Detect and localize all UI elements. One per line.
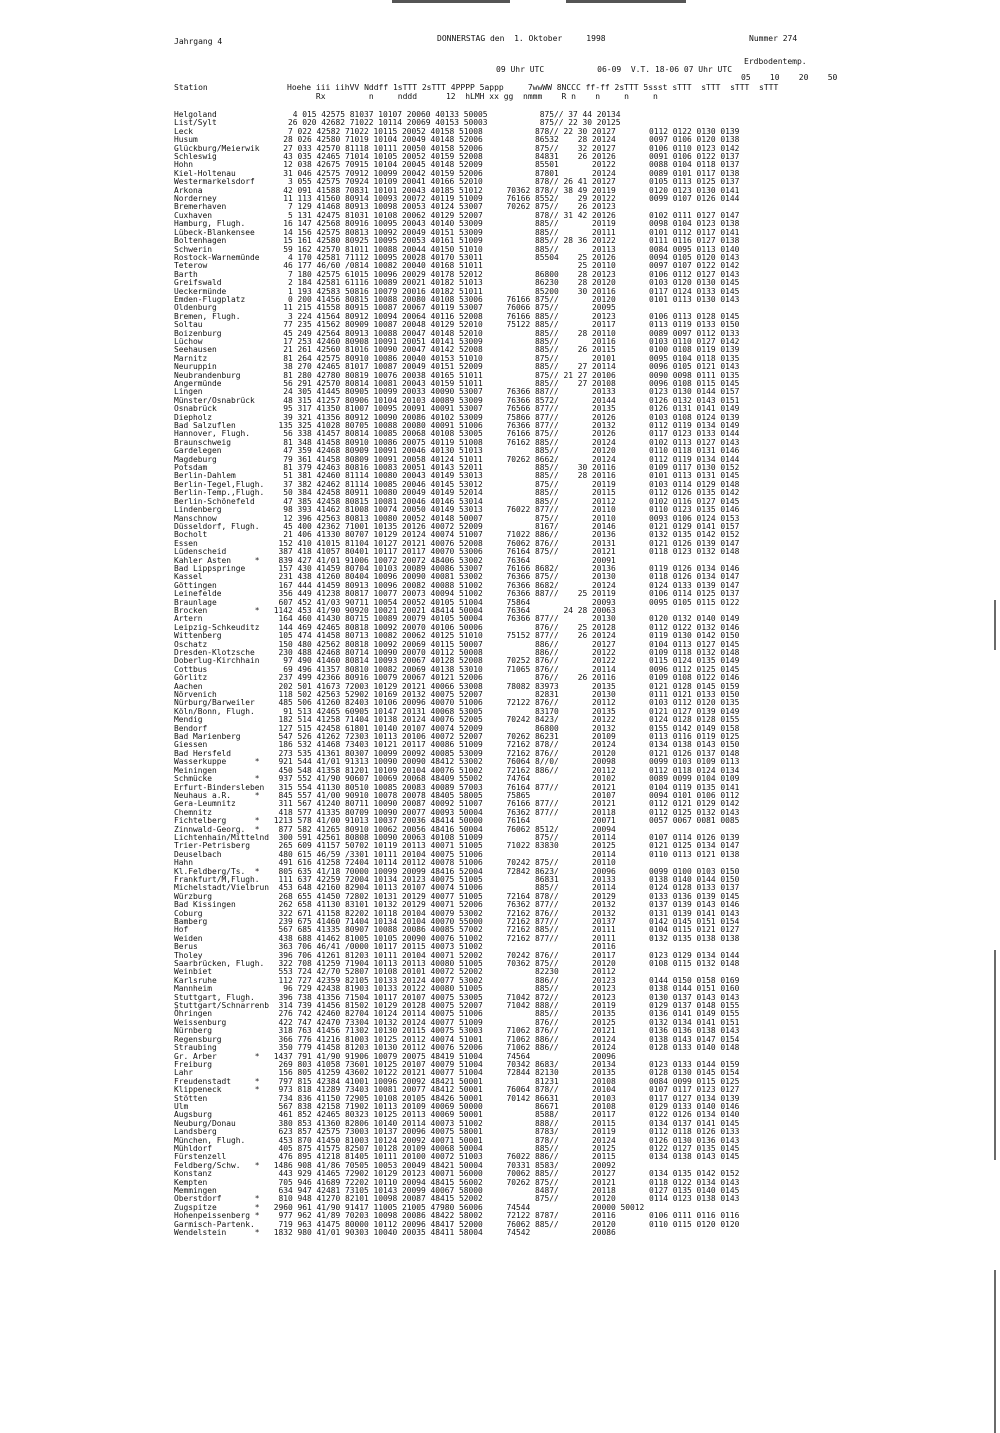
station-row: Soltau 77 235 41562 80909 10087 20048 40129 52010 75122 885// 20117 0113 0119 0133 0150 xyxy=(174,320,740,330)
station-row: Boizenburg 45 249 42564 80913 10088 20047 40148 52010 885// 28 20110 0089 0097 0112 0133 xyxy=(174,328,740,338)
code-column-headers: Hoehe iii iihVV Nddff 1sTTT 2sTTT 4PPPP 5appp 7wwWW 8NCCC ff-ff 2sTTT 5ssst sTTT sTTT sTTT sTTT xyxy=(287,83,779,92)
station-row: Hof 567 685 41335 80907 10088 20086 40085 57002 72162 885// 20111 0104 0115 0121 0127 xyxy=(174,925,740,935)
station-row: Düsseldorf, Flugh. 45 400 42362 71001 10135 20126 40072 52009 8167/ 20146 0121 0129 0141 0157 xyxy=(174,521,740,531)
station-row: Augsburg 461 852 42465 80323 10125 20113 40069 50001 8588/ 20117 0122 0126 0134 0140 xyxy=(174,1110,740,1120)
station-row: Klippeneck * 973 818 41289 73403 10081 20077 48412 50001 76064 878// 20104 0107 0117 0123 0127 xyxy=(174,1085,740,1095)
station-row: Göttingen 167 444 41459 80913 10096 20082 40088 51002 76366 8682/ 20124 0124 0133 0139 0147 xyxy=(174,580,740,590)
station-row: Lüdenscheid 387 418 41057 80401 10117 20117 40070 53006 76164 875// 20121 0118 0123 0132 0148 xyxy=(174,547,740,557)
code-column-subheaders: Rx n nddd 12 hLMH xx gg nmmm R n n n n xyxy=(287,92,658,101)
station-row: Husum 28 026 42580 71019 10104 20049 40148 52006 86532 28 20124 0097 0106 0120 0138 xyxy=(174,135,740,145)
station-row: Weissenburg 422 747 42470 73304 10132 20124 40077 51009 876// 20125 0132 0134 0141 0151 xyxy=(174,1017,740,1027)
station-row: Ulm 567 838 42158 71902 10113 20109 40069 50000 86671 20108 0129 0133 0140 0146 xyxy=(174,1101,740,1111)
station-row: Berlin-Temp.,Flugh. 50 384 42458 80911 10080 20049 40149 52014 885// 20115 0112 0126 0135 0142 xyxy=(174,488,740,498)
station-row: Leipzig-Schkeuditz 144 469 42465 80818 10092 20070 40106 50006 876// 25 20128 0112 0122 0132 0146 xyxy=(174,622,740,632)
station-row: Freiburg 269 803 41058 73601 10125 20107 40079 51004 70342 8683/ 20134 0123 0133 0144 0159 xyxy=(174,1059,740,1069)
station-row: Seehausen 21 261 42560 81016 10090 20047 40142 52008 885// 26 20115 0100 0108 0119 0139 xyxy=(174,345,740,355)
station-row: Hohn 12 038 42675 70915 10104 20045 40148 52009 85501 20122 0088 0104 0118 0137 xyxy=(174,160,740,170)
station-row: Berus 363 706 46/41 /0000 10117 20115 40073 51002 20116 xyxy=(174,942,616,952)
station-row: Regensburg 366 776 41216 81003 10125 20112 40074 51001 71062 886// 20124 0138 0143 0147 0154 xyxy=(174,1034,740,1044)
soil-depths-heading: 05 10 20 50 xyxy=(741,73,838,82)
station-row: Würzburg 268 655 41450 72802 10131 20129 40077 51005 72164 878// 20129 0133 0136 0139 0145 xyxy=(174,891,740,901)
station-row: Schleswig 43 035 42465 71014 10105 20052 40159 52008 84831 26 20126 0091 0106 0122 0137 xyxy=(174,152,740,162)
station-row: Leinefelde 356 449 41238 80817 10077 20073 40094 51002 76366 887// 25 20119 0106 0114 0125 0137 xyxy=(174,589,740,599)
station-row: Cuxhaven 5 131 42475 81031 10108 20062 40129 52007 878// 31 42 20126 0102 0111 0127 0147 xyxy=(174,210,740,220)
station-row: Oschatz 150 480 42562 80818 10092 20069 40115 50007 886// 20127 0104 0113 0127 0145 xyxy=(174,639,740,649)
station-row: Artern 164 460 41430 80715 10089 20079 40105 50004 76366 877// 20130 0120 0132 0140 0149 xyxy=(174,614,740,624)
station-row: Lübeck-Blankensee 14 156 42575 80813 10092 20049 40151 53009 885// 20111 0101 0112 0117 0141 xyxy=(174,227,740,237)
station-row: Weiden 438 688 41462 81005 10105 20090 40076 51002 72162 877// 20111 0132 0135 0138 0138 xyxy=(174,933,740,943)
station-row: Frankfurt/M,Flugh. 111 637 42259 72004 10134 20123 40075 51005 86831 20133 0138 0140 0144 0150 xyxy=(174,874,740,884)
station-row: Mendig 182 514 41258 71404 10138 20124 40076 52005 70242 8423/ 20122 0124 0128 0128 0155 xyxy=(174,715,740,725)
station-row: Teterow 46 177 46/60 /0814 10082 20040 40168 51011 25 20110 0097 0107 0122 0142 xyxy=(174,261,740,271)
station-row: Bremerhaven 7 129 41468 80913 10098 20053 40124 53007 70262 875// 26 20123 xyxy=(174,202,616,212)
station-row: Aachen 202 501 41673 72003 10129 20121 40066 53008 78082 83973 20135 0121 0128 0145 0159 xyxy=(174,681,740,691)
station-row: Tholey 396 706 41261 81203 10111 20104 40071 52002 70242 876// 20117 0123 0129 0134 0144 xyxy=(174,950,740,960)
station-row: Nörvenich 118 502 42563 52902 10169 20132 40075 52007 82831 20130 0111 0121 0133 0150 xyxy=(174,690,740,700)
station-row: Braunschweig 81 348 41458 80910 10086 20075 40119 51008 76162 885// 20124 0102 0113 0127 0143 xyxy=(174,437,740,447)
station-row: Freudenstadt * 797 815 42384 41001 10096 20092 48421 50001 81231 20108 0084 0099 0115 0125 xyxy=(174,1076,740,1086)
issue-date: DONNERSTAG den 1. Oktober 1998 xyxy=(437,34,606,43)
station-row: Leck 7 022 42582 71022 10115 20052 40158 51008 878// 22 30 20127 0112 0122 0130 0139 xyxy=(174,126,740,136)
station-row: Neuruppin 38 270 42465 81017 10087 20049 40151 52009 885// 27 20114 0096 0105 0121 0143 xyxy=(174,362,740,372)
station-row: Garmisch-Partenk. 719 963 41475 80000 10112 20096 48417 52000 76062 885// 20120 0110 0115 0120 0120 xyxy=(174,1219,740,1229)
station-row: Stötten 734 836 41150 72905 10108 20105 48426 50001 70142 86631 20103 0117 0127 0134 0139 xyxy=(174,1093,740,1103)
station-row: Karlsruhe 112 727 42359 82105 10133 20124 40077 53002 886// 20123 0144 0150 0158 0169 xyxy=(174,975,740,985)
station-row: Lüchow 17 253 42460 80908 10091 20051 40141 53009 885// 20116 0103 0110 0127 0142 xyxy=(174,336,740,346)
station-row: Bamberg 239 675 41460 71404 10134 20104 40070 55000 72162 877// 20137 0142 0145 0151 0154 xyxy=(174,917,740,926)
station-row: München, Flugh. 453 870 41450 81003 10124 20092 40071 50001 878// 20124 0126 0130 0136 0143 xyxy=(174,1135,740,1145)
station-row: Köln/Bonn, Flugh. 91 513 42465 60905 10147 20131 40068 53005 83170 20135 0121 0127 0139 0149 xyxy=(174,706,740,716)
station-row: Osnabrück 95 317 41350 81007 10095 20091 40091 53007 76566 877// 20135 0126 0131 0141 0149 xyxy=(174,404,740,414)
station-row: Meiningen 450 548 41358 81201 10109 20104 40076 51002 72162 886// 20112 0112 0118 0124 0134 xyxy=(174,765,740,775)
station-row: Marnitz 81 264 42575 80910 10086 20040 40153 51010 875// 20101 0095 0104 0118 0135 xyxy=(174,353,740,363)
station-row: Magdeburg 79 361 41458 80809 10091 20058 40124 51011 70262 8662/ 20124 0112 0119 0134 0144 xyxy=(174,454,740,464)
station-row: Deuselbach 480 615 46/59 /3301 10111 20104 40075 51006 20114 0110 0113 0121 0138 xyxy=(174,849,740,859)
station-row: Doberlug-Kirchhain 97 490 41460 80814 10093 20067 40128 52008 70252 876// 20122 0115 0124 0135 0149 xyxy=(174,656,740,666)
station-row: Brocken * 1142 453 41/90 90920 10021 20021 48414 50004 76364 24 28 20063 xyxy=(174,605,616,615)
station-row: Norderney 11 113 41560 80914 10093 20072 40119 51009 76166 8552/ 29 20122 0099 0107 0126 0144 xyxy=(174,194,740,204)
station-row: Angermünde 56 291 42570 80814 10081 20043 40159 51011 885// 27 20108 0096 0108 0115 0145 xyxy=(174,379,740,388)
station-row: Kiel-Holtenau 31 046 42575 70912 10099 20042 40159 52006 87801 20124 0089 0101 0117 0138 xyxy=(174,168,740,178)
station-row: Neubrandenburg 81 280 42780 80819 10076 20038 40165 51011 875// 21 27 20106 0090 0098 0111 0135 xyxy=(174,370,740,380)
station-row: Nürnberg 318 763 41456 71302 10130 20115 40075 53003 71062 876// 20121 0136 0136 0138 0143 xyxy=(174,1026,740,1036)
station-row: Schwerin 59 162 42570 81011 10088 20044 40150 51010 885// 20113 0084 0095 0113 0140 xyxy=(174,244,740,254)
station-row: Konstanz 443 929 41465 72902 10129 20123 40071 56000 70062 885// 20127 0134 0135 0142 0152 xyxy=(174,1169,740,1179)
station-row: Hannover, Flugh. 56 338 41457 80814 10085 20068 40108 53005 76166 875// 20126 0117 0123 0133 0144 xyxy=(174,429,740,439)
station-row: Essen 152 410 41015 81104 10127 20121 40076 52008 76062 876// 20131 0121 0126 0139 0147 xyxy=(174,538,740,548)
station-row: Hahn 491 616 41258 72404 10114 20112 40078 51006 70242 875// 20110 xyxy=(174,858,616,868)
station-row: Hohenpeissenberg * 977 962 41/89 70203 10098 20086 48422 58002 72122 8787/ 20116 0106 0111 0116 0116 xyxy=(174,1211,740,1221)
station-row: Helgoland 4 015 42575 81037 10107 20060 40133 50005 875// 37 44 20134 xyxy=(174,110,621,119)
station-row: Bocholt 21 406 41330 80707 10129 20124 40074 51007 71022 886// 20136 0132 0135 0142 0152 xyxy=(174,530,740,540)
station-row: Berlin-Dahlem 51 381 42460 81114 10080 20043 40149 53013 885// 28 20116 0101 0113 0131 0145 xyxy=(174,471,740,481)
station-row: Arkona 42 091 41588 70831 10101 20043 40185 51012 70362 878// 38 49 20119 0120 0123 0130 0141 xyxy=(174,185,740,195)
station-row: Rostock-Warnemünde 4 170 42581 71112 10095 20028 40170 53011 85504 25 20126 0094 0105 0120 0143 xyxy=(174,252,740,262)
station-row: Gardelegen 47 359 42468 80909 10091 20046 40130 51013 885// 20120 0110 0118 0131 0146 xyxy=(174,446,740,456)
station-row: Michelstadt/Vielbrun 453 648 42160 82904 10113 20107 40074 51006 885// 20114 0124 0128 0133 0137 xyxy=(174,883,740,893)
station-row: Bad Lippspringe 157 430 41459 80704 10103 20089 40086 53007 76166 8682/ 20136 0119 0126 0134 0146 xyxy=(174,563,740,573)
station-row: Schmücke * 937 552 41/90 90607 10069 20068 48409 55002 74764 20102 0089 0099 0104 0109 xyxy=(174,774,740,784)
observation-time-heading: 09 Uhr UTC 06-09 V.T. 18-06 07 Uhr UTC xyxy=(496,65,733,74)
issue-number: Nummer 274 xyxy=(749,34,798,43)
station-row: Trier-Petrisberg 265 609 41157 50702 10119 20113 40071 51005 71022 83830 20125 0121 0125 0134 0147 xyxy=(174,841,740,851)
station-row: Zugspitze * 2960 961 41/90 91417 11005 21005 47980 56006 74544 20000 50012 xyxy=(174,1202,645,1212)
station-row: Stuttgart, Flugh. 396 738 41356 71504 10117 20107 40075 53005 71042 872// 20123 0130 0137 0143 0143 xyxy=(174,992,740,1002)
station-row: Kempten 705 946 41689 72202 10110 20094 48415 56002 70262 875// 20121 0118 0122 0134 0143 xyxy=(174,1177,740,1187)
station-row: Giessen 186 532 41468 73403 10121 20117 40086 51009 72162 878// 20124 0134 0138 0143 0150 xyxy=(174,740,740,750)
station-row: Zinnwald-Georg. * 877 582 41265 80910 10062 20056 48416 50004 76062 8512/ 20094 xyxy=(174,824,616,834)
station-row: Öhringen 276 742 42460 82704 10124 20114 40075 51006 885// 20135 0136 0141 0149 0155 xyxy=(174,1009,740,1019)
station-row: Memmingen 634 947 42481 73105 10143 20099 40067 58000 8487/ 20118 0127 0135 0140 0145 xyxy=(174,1186,740,1195)
scan-right-edge-mark xyxy=(994,600,996,650)
station-row: Braunlage 607 452 41/03 90711 10054 20052 40105 51004 75864 20093 0095 0105 0115 0122 xyxy=(174,597,740,607)
station-row: Bad Marienberg 547 526 41262 72303 10113 20106 40072 52007 70262 86231 20109 0113 0116 0119 0125 xyxy=(174,732,740,742)
station-row: Wittenberg 105 474 41458 80713 10082 20062 40125 51010 75152 877// 26 20124 0119 0130 0142 0150 xyxy=(174,631,740,641)
station-row: Boltenhagen 15 161 42580 80925 10095 20053 40161 51009 885// 28 36 20122 0111 0116 0127 0138 xyxy=(174,236,740,246)
station-row: Oberstdorf * 810 948 41270 82101 10098 20087 48415 52002 875// 20120 0114 0123 0138 0143 xyxy=(174,1194,740,1204)
station-row: Mühldorf 405 875 41575 82507 10128 20109 40068 50004 885// 20125 0122 0127 0135 0145 xyxy=(174,1143,740,1153)
station-row: Manschnow 12 396 42563 80813 10080 20052 40148 50007 875// 20110 0093 0106 0124 0153 xyxy=(174,513,740,523)
jahrgang-label: Jahrgang 4 xyxy=(174,37,223,46)
station-row: Weinbiet 553 724 42/70 52807 10108 20101 40072 52002 82230 20112 xyxy=(174,967,616,977)
station-row: Münster/Osnabrück 48 315 41257 80906 10104 20103 40089 53009 76366 8572/ 20144 0126 0132 0143 0151 xyxy=(174,395,740,405)
station-row: Oldenburg 11 215 41558 80915 10087 20067 40119 53007 76066 875// 20095 xyxy=(174,303,616,313)
station-row: Glückburg/Meierwik 27 033 42570 81118 10111 20050 40158 52006 875// 32 20127 0106 0110 0123 0142 xyxy=(174,143,740,153)
station-row: Wasserkuppe * 921 544 41/01 91313 10090 20090 48412 53002 76064 8//0/ 20098 0099 0103 0109 0113 xyxy=(174,757,740,767)
station-row: Emden-Flugplatz 0 200 41456 80815 10088 20080 40108 53006 76166 875// 20120 0101 0113 0130 0143 xyxy=(174,294,740,304)
soil-temperature-heading: Erdbodentemp. xyxy=(744,57,807,66)
station-row: Lahr 156 805 41259 43602 10122 20121 40077 51004 72844 82130 20135 0128 0130 0145 0154 xyxy=(174,1068,740,1078)
station-row: Bad Salzuflen 135 325 41028 80705 10088 20080 40091 51006 76366 877// 20132 0112 0119 0134 0149 xyxy=(174,421,740,431)
station-row: Görlitz 237 499 42366 80916 10079 20067 40121 52006 876// 26 20116 0109 0108 0122 0146 xyxy=(174,673,740,683)
station-row: Lingen 24 305 41445 80905 10099 20033 40090 53007 76366 887// 20133 0123 0130 0144 0157 xyxy=(174,387,740,397)
station-row: Ueckermünde 1 193 42583 50816 10079 20016 40182 51011 85200 30 20116 0117 0124 0133 0145 xyxy=(174,286,740,296)
scan-right-edge-mark xyxy=(994,1270,996,1433)
station-row: Greifswald 2 184 42581 61116 10089 20021 40182 51013 86230 28 20120 0103 0120 0130 0145 xyxy=(174,278,740,288)
station-row: Gr. Arber * 1437 791 41/90 91906 10079 20075 48419 51004 74564 20096 xyxy=(174,1051,616,1061)
station-row: Gera-Leumnitz 311 567 41240 80711 10090 20087 40092 51007 76166 877// 20121 0112 0121 0129 0142 xyxy=(174,799,740,809)
station-row: Mannheim 96 729 42438 81903 10133 20122 40080 51005 885// 20123 0138 0144 0151 0160 xyxy=(174,984,740,994)
station-row: Cottbus 69 496 41357 80810 10082 20069 40138 53010 71065 876// 20114 0096 0112 0125 0145 xyxy=(174,664,740,674)
station-row: Diepholz 39 321 41356 80912 10090 20086 40102 53009 75866 877// 20126 0103 0108 0124 0139 xyxy=(174,412,740,422)
station-observation-table xyxy=(174,111,739,1237)
station-row: Bad Hersfeld 273 535 41361 80307 10099 20092 40085 53009 72162 876// 20120 0121 0126 0137 0148 xyxy=(174,748,740,758)
station-row: Lichtenhain/Mittelnd 300 591 42561 80808 10090 20063 40108 51009 875// 20114 0107 0114 0126 0139 xyxy=(174,832,740,842)
station-row: Coburg 322 671 41158 82202 10118 20104 40079 53002 72162 876// 20132 0131 0139 0141 0143 xyxy=(174,908,740,918)
station-row: Barth 7 180 42575 61015 10096 20029 40178 52012 86800 28 20123 0106 0112 0127 0143 xyxy=(174,269,740,279)
station-row: List/Sylt 26 020 42682 71022 10114 20069 40153 50003 875// 22 30 20125 xyxy=(174,118,621,128)
station-row: Westermarkelsdorf 3 055 42575 70924 10109 20041 40166 52010 878// 26 41 20127 0105 0113 0125 0137 xyxy=(174,177,740,187)
station-row: Dresden-Klotzsche 230 488 42468 80714 10090 20070 40112 50008 886// 20122 0109 0118 0132 0148 xyxy=(174,648,740,657)
station-row: Landsberg 623 857 42575 73003 10137 20096 40075 58001 8783/ 20119 0112 0118 0126 0133 xyxy=(174,1127,740,1137)
scan-top-edge-mark-left xyxy=(392,0,510,3)
station-row: Feldberg/Schw. * 1486 908 41/86 70505 10053 20049 48421 50004 70331 8583/ 20092 xyxy=(174,1160,616,1170)
station-row: Berlin-Schönefeld 47 385 42458 80815 10081 20046 40146 53014 885// 20112 0102 0116 0127 0145 xyxy=(174,496,740,506)
station-row: Saarbrücken, Flugh. 322 708 41259 71904 10113 20113 40080 51005 70362 875// 20120 0108 0115 0132 0148 xyxy=(174,959,740,969)
station-row: Nürburg/Barweiler 485 506 41260 82403 10106 20096 40070 51006 72122 876// 20112 0103 0112 0120 0135 xyxy=(174,698,740,708)
station-row: Chemnitz 418 577 41335 80709 10090 20077 40093 50004 76362 877// 20118 0112 0125 0132 0143 xyxy=(174,807,740,817)
station-row: Hamburg, Flugh. 16 147 42568 80916 10095 20043 40140 53009 885// 20119 0098 0104 0123 0138 xyxy=(174,219,740,229)
scan-top-edge-mark-right xyxy=(566,0,686,3)
station-row: Wendelstein * 1832 980 41/01 90303 10040 20035 48411 58004 74542 20086 xyxy=(174,1228,616,1238)
station-row: Bad Kissingen 262 658 41130 83101 10132 20129 40071 52006 76362 877// 20132 0137 0139 0143 0146 xyxy=(174,900,740,910)
station-row: Fürstenzell 476 895 41218 81405 10111 20100 40072 51003 76022 886// 20115 0134 0138 0143 0145 xyxy=(174,1152,740,1162)
station-row: Neuhaus a.R. * 845 557 41/00 90910 10078 20078 48405 58005 75865 20107 0094 0101 0106 0112 xyxy=(174,790,740,800)
scan-right-edge-mark xyxy=(994,950,996,1160)
station-row: Straubing 350 779 41458 81203 10130 20112 40076 52006 71062 886// 20124 0128 0133 0140 0148 xyxy=(174,1043,740,1053)
station-row: Fichtelberg * 1213 578 41/00 91013 10037 20036 48414 50000 76164 20071 0057 0067 0081 0085 xyxy=(174,816,740,826)
station-row: Stuttgart/Schnarrenb 314 739 41456 81502 10129 20128 40075 52007 71042 888// 20119 0129 0137 0148 0155 xyxy=(174,1001,740,1011)
station-column-label: Station xyxy=(174,83,208,92)
station-row: Potsdam 81 379 42463 80816 10083 20051 40143 52011 885// 30 20116 0109 0117 0130 0152 xyxy=(174,463,740,473)
station-row: Bremen, Flugh. 3 224 41564 80912 10094 20064 40116 52008 76166 885// 20123 0106 0113 0128 0145 xyxy=(174,311,740,321)
station-row: Erfurt-Bindersleben 315 554 41130 80510 10085 20083 40089 57003 76164 877// 20121 0104 0119 0135 0141 xyxy=(174,782,740,792)
station-row: Bendorf 127 515 42458 61801 10140 20107 40074 52009 86800 20132 0155 0142 0149 0158 xyxy=(174,723,740,733)
station-row: Kl.Feldberg/Ts. * 805 635 41/18 70000 10099 20099 48416 52004 72842 8623/ 20096 0099 0100 0103 0150 xyxy=(174,866,740,876)
station-row: Lindenberg 98 393 41462 81008 10074 20050 40149 53013 76022 877// 20110 0110 0123 0135 0146 xyxy=(174,505,740,515)
station-row: Kahler Asten * 839 427 41/01 91006 10072 20072 48406 53002 76364 20091 xyxy=(174,555,616,565)
station-row: Kassel 231 438 41260 80404 10096 20090 40081 53002 76366 875// 20130 0118 0126 0134 0147 xyxy=(174,572,740,582)
station-row: Neuburg/Donau 380 853 41360 82806 10140 20114 40073 51002 888// 20115 0134 0137 0141 0145 xyxy=(174,1118,740,1128)
station-row: Berlin-Tegel,Flugh. 37 382 42462 81114 10085 20046 40145 53012 875// 20119 0103 0114 0129 0148 xyxy=(174,479,740,489)
